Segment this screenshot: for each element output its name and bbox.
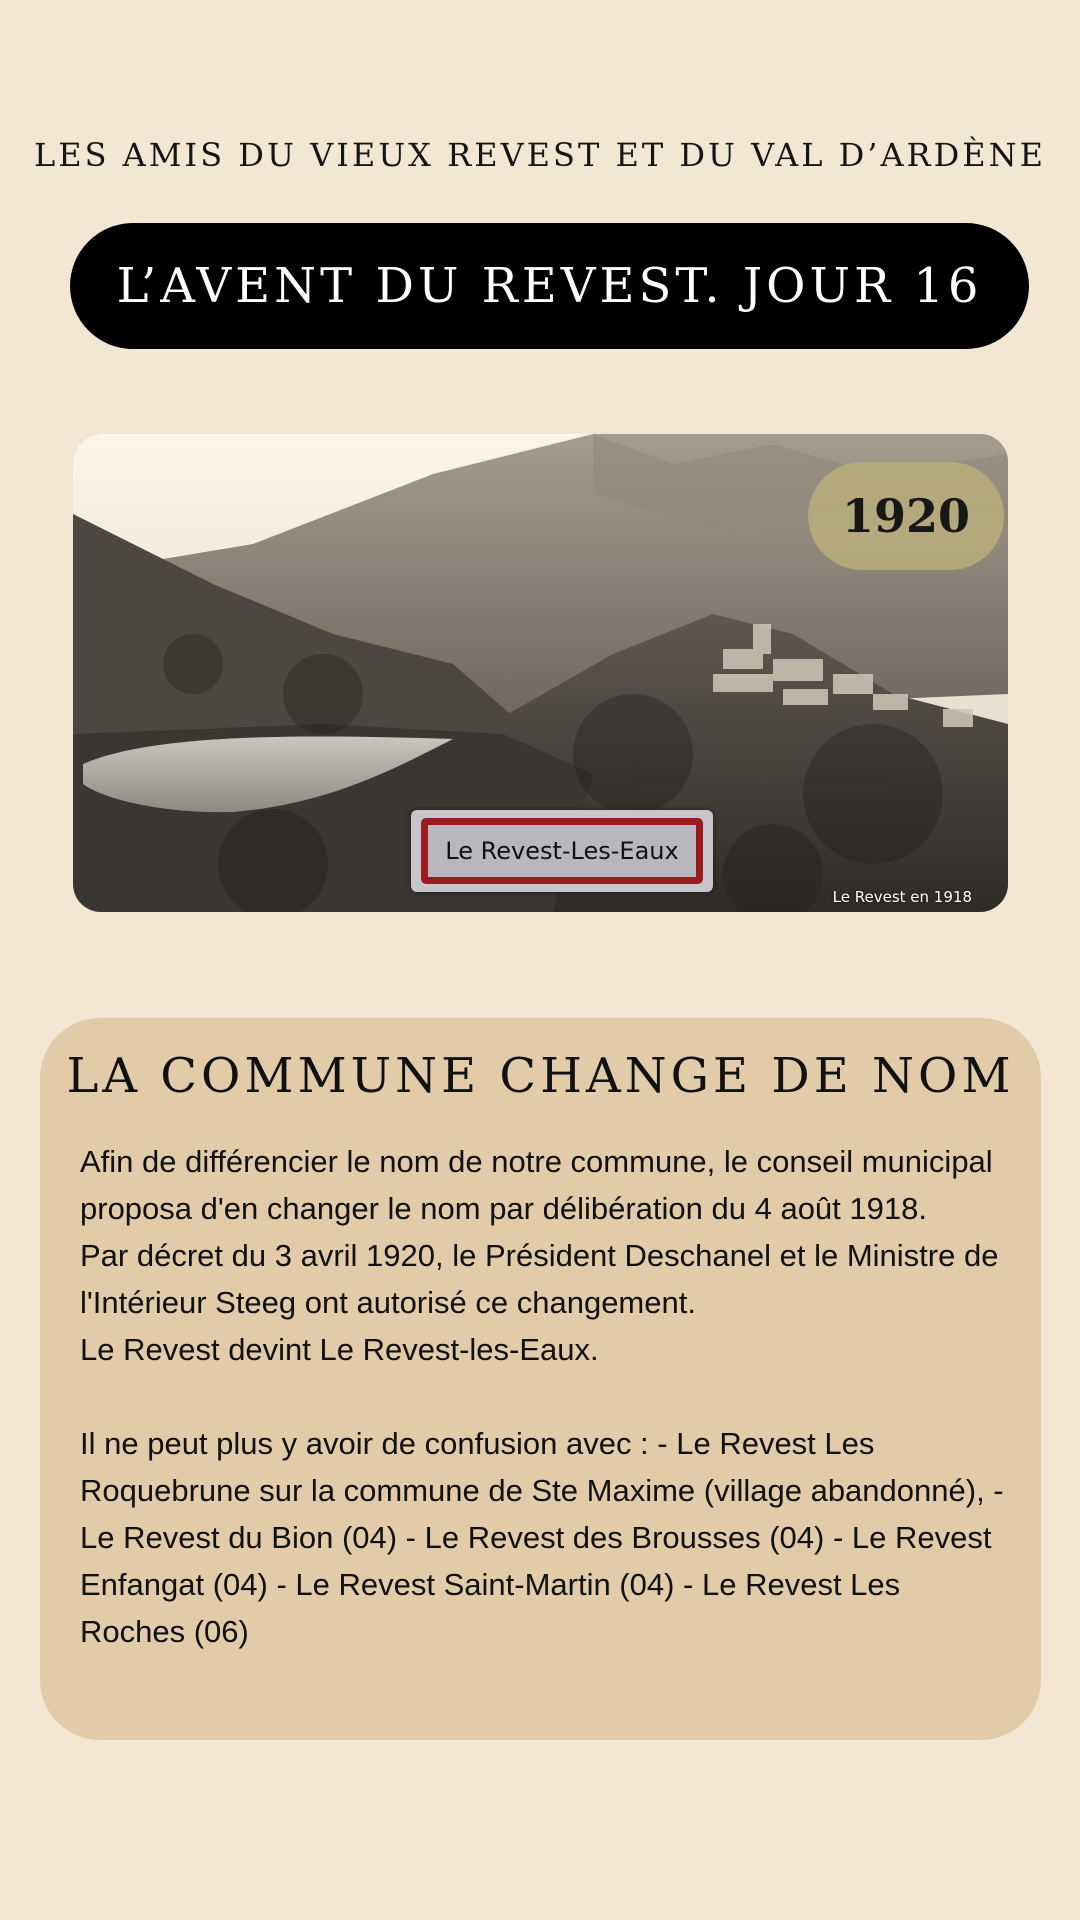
paragraph-spacer <box>80 1373 1010 1420</box>
photo-caption: Le Revest en 1918 <box>832 888 972 906</box>
article-paragraph: Afin de différencier le nom de notre commune, le conseil municipal proposa d'en changer le nom par délibération du 4 août 1918. <box>80 1144 993 1226</box>
article-paragraph: Par décret du 3 avril 1920, le Président Deschanel et le Ministre de l'Intérieur Steeg ont autorisé ce changement. <box>80 1238 999 1320</box>
page-title: L’AVENT DU REVEST. JOUR 16 <box>116 258 983 314</box>
town-sign-label: Le Revest-Les-Eaux <box>421 818 703 884</box>
article-title: LA COMMUNE CHANGE DE NOM <box>66 1048 1015 1104</box>
article-body <box>80 1138 1010 1655</box>
historic-photo <box>73 434 1008 912</box>
article-paragraph: Il ne peut plus y avoir de confusion avec : - Le Revest Les Roquebrune sur la commune de Ste Maxime (village abandonné), - Le Revest du Bion (04) - Le Revest des Brousses (04) - Le Revest Enfangat (04) - Le Revest Saint-Martin (04) - Le Revest Les Roches (06) <box>80 1426 1004 1649</box>
town-sign <box>411 810 713 892</box>
page-title-banner <box>70 223 1029 349</box>
article-card <box>40 1018 1041 1740</box>
article-paragraph: Le Revest devint Le Revest-les-Eaux. <box>80 1332 599 1367</box>
organization-title: LES AMIS DU VIEUX REVEST ET DU VAL D’ARDÈNE <box>33 136 1047 174</box>
year-badge: 1920 <box>808 462 1004 570</box>
